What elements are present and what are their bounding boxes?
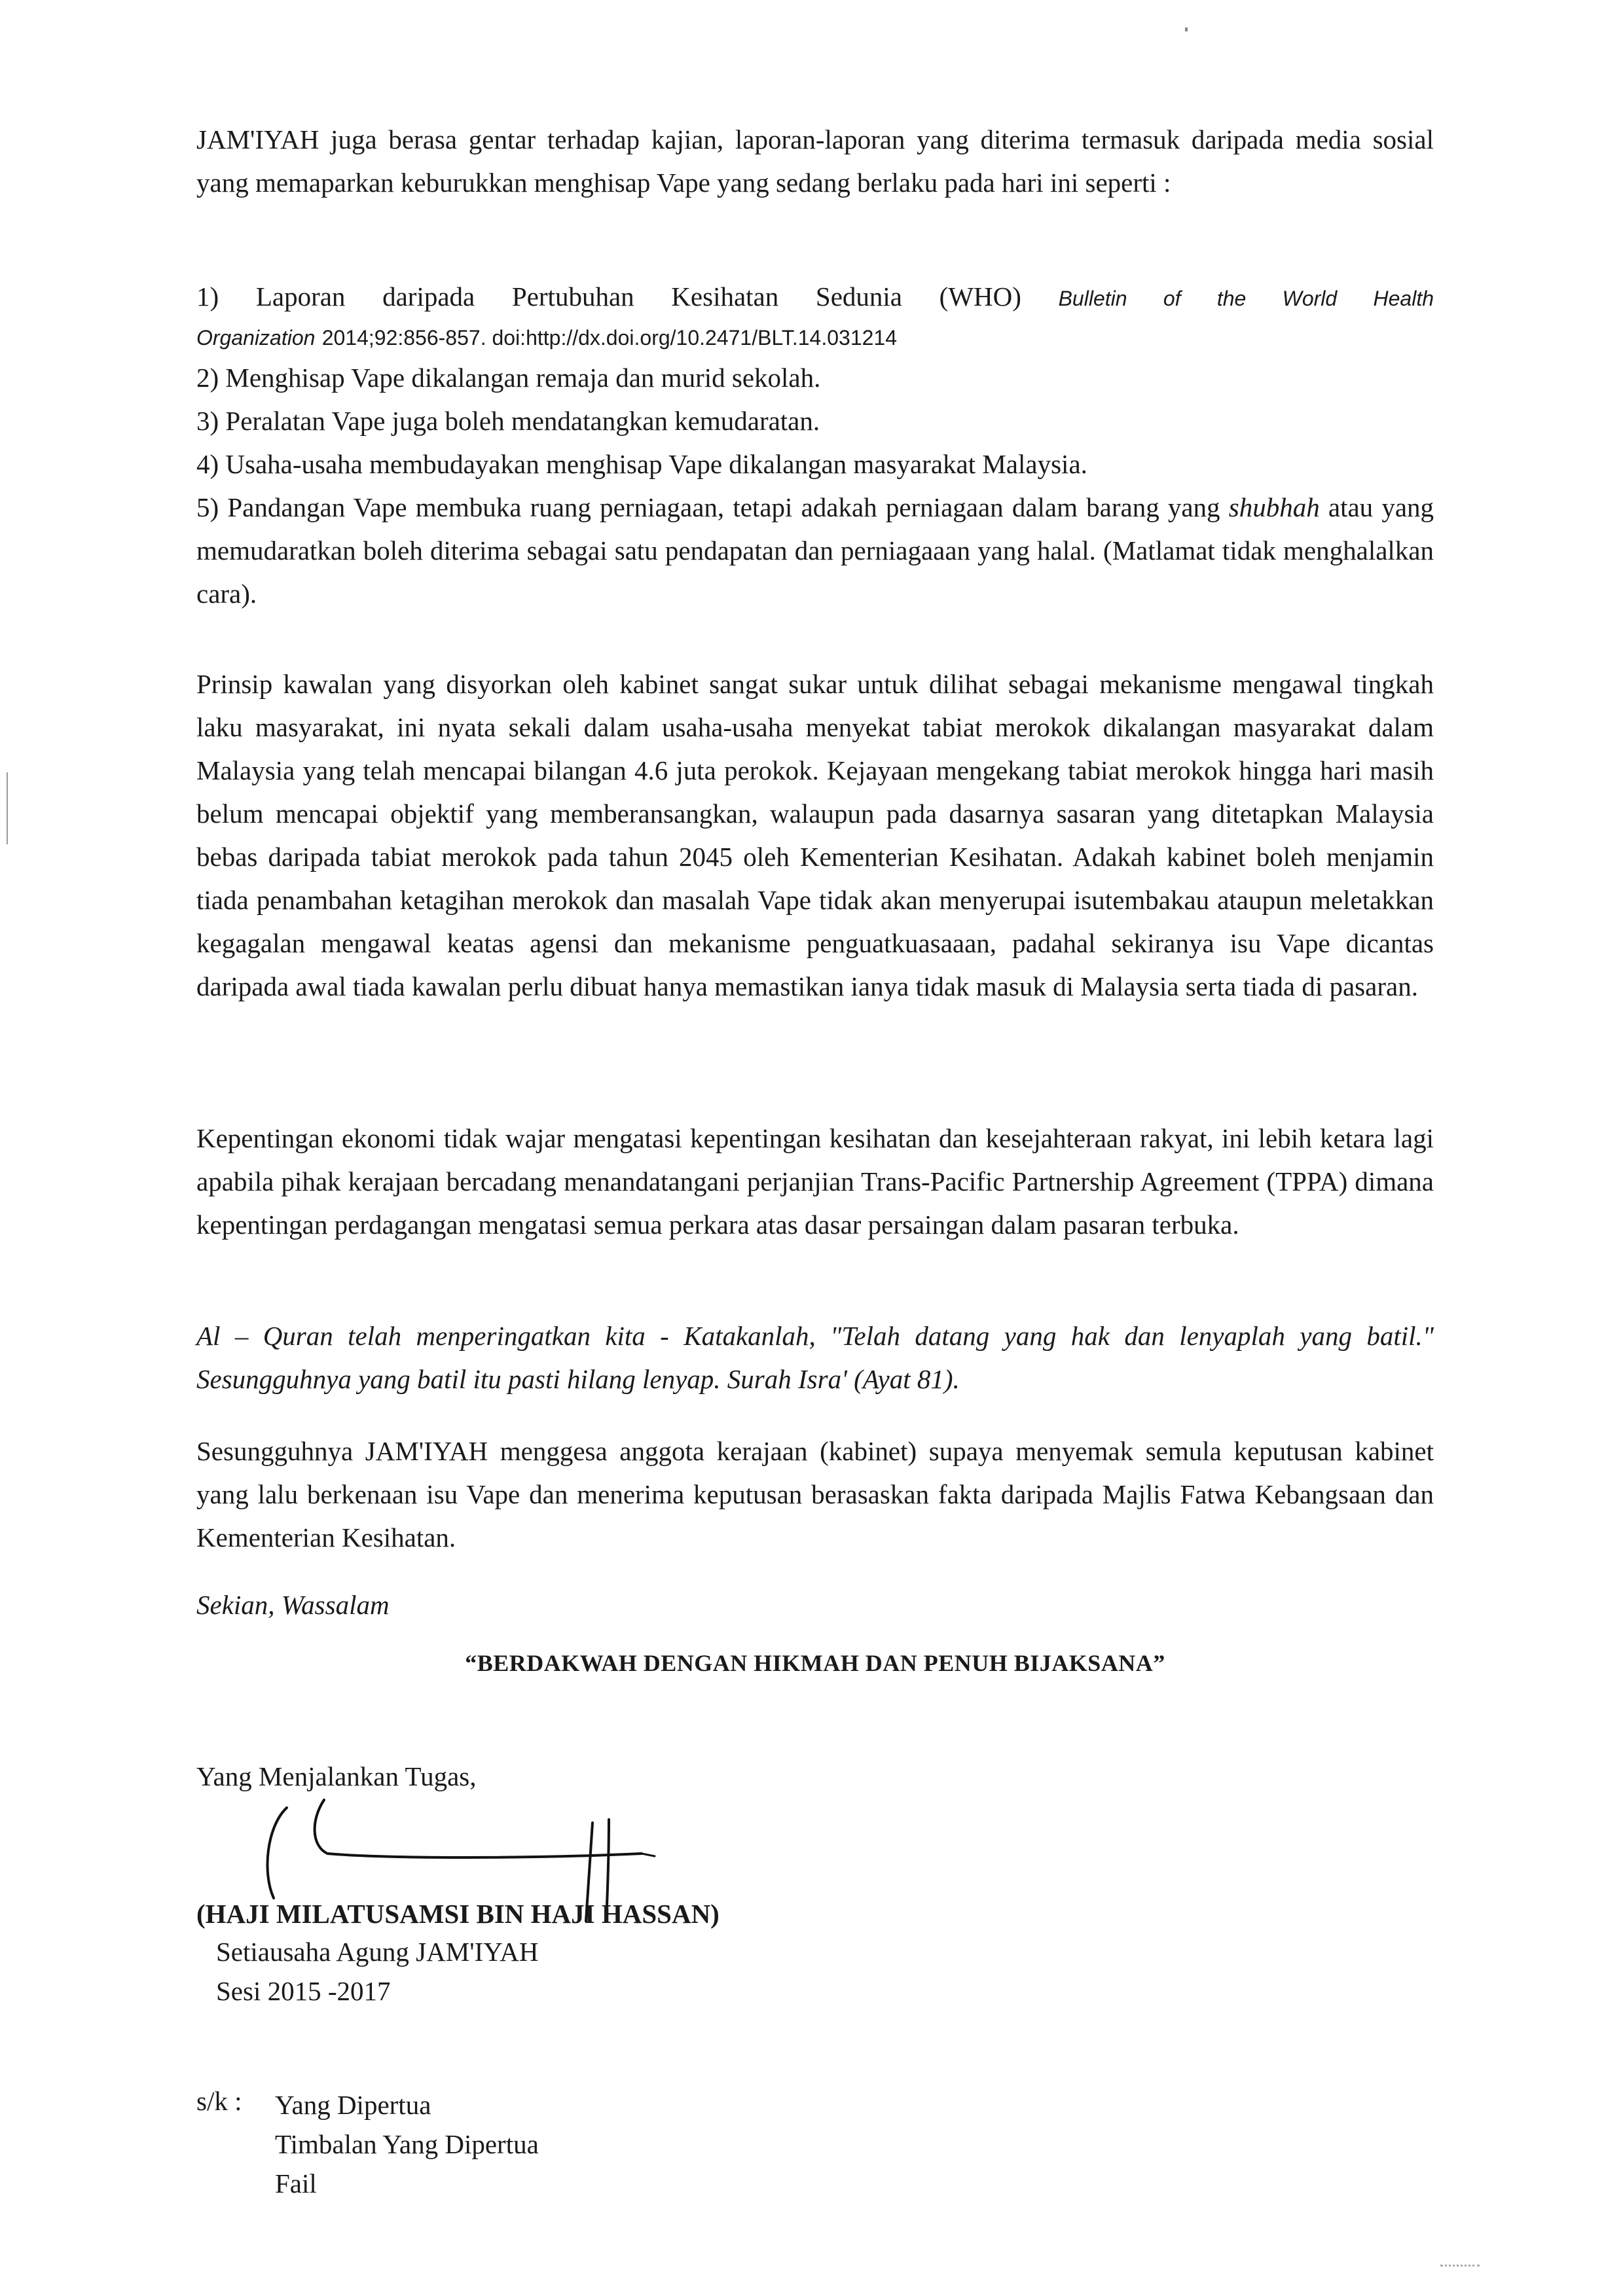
paragraph-prinsip: Prinsip kawalan yang disyorkan oleh kabinet sangat sukar untuk dilihat sebagai mekanisme mengawal tingkah laku masyarakat, ini nyata sekali dalam usaha-usaha menyekat tabiat merokok dikalangan masyarakat dalam Malaysia yang telah mencapai bilangan 4.6 juta perokok. Kejayaan mengekang tabiat merokok hingga hari masih belum mencapai objektif yang memberansangkan, walaupun pada dasarnya sasaran yang ditetapkan Malaysia bebas daripada tabiat merokok pada tahun 2045 oleh Kementerian Kesihatan. Adakah kabinet boleh menjamin tiada penambahan ketagihan merokok dan masalah Vape tidak akan menyerupai isutembakau ataupun meletakkan kegagalan mengawal keatas agensi dan mekanisme penguatkuasaaan, padahal sekiranya isu Vape dicantas daripada awal tiada kawalan perlu dibuat hanya memastikan ianya tidak masuk di Malaysia serta tiada di pasaran. bbox=[196, 669, 1434, 1001]
citation-reference: 2014;92:856-857. doi:http://dx.doi.org/10.2471/BLT.14.031214 bbox=[321, 326, 898, 350]
copy-to-label: s/k : bbox=[196, 2086, 242, 2116]
scan-speck bbox=[1440, 2265, 1480, 2269]
copy-to-item: Timbalan Yang Dipertua bbox=[275, 2129, 539, 2159]
signer-session: Sesi 2015 -2017 bbox=[216, 1976, 391, 2006]
list-item bbox=[196, 486, 1434, 615]
signer-name: (HAJI MILATUSAMSI BIN HAJI HASSAN) bbox=[196, 1899, 720, 1929]
list-item bbox=[196, 275, 1434, 356]
paragraph-ekonomi: Kepentingan ekonomi tidak wajar mengatasi kepentingan kesihatan dan kesejahteraan rakyat, ini lebih ketara lagi apabila pihak kerajaan bercadang menandatangani perjanjian Trans-Pacific Partnership Agreement (TPPA) dimana kepentingan perdagangan mengatasi semua perkara atas dasar persaingan dalam pasaran terbuka. bbox=[196, 1123, 1434, 1240]
list-item: 2) Menghisap Vape dikalangan remaja dan murid sekolah. bbox=[196, 363, 821, 393]
list-item-text: atau yang memudaratkan boleh diterima sebagai satu pendapatan dan perniagaaan yang halal. (Matlamat tidak menghalalkan cara). bbox=[196, 492, 1434, 609]
copy-to-item: Fail bbox=[275, 2168, 317, 2198]
citation-journal: Bulletin of the World Health bbox=[1058, 287, 1434, 310]
list-item-number: 1) bbox=[196, 281, 219, 312]
list-item: 3) Peralatan Vape juga boleh mendatangkan kemudaratan. bbox=[196, 406, 820, 436]
scan-speck bbox=[1185, 27, 1188, 31]
intro-paragraph: JAM'IYAH juga berasa gentar terhadap kajian, laporan-laporan yang diterima termasuk daripada media sosial yang memaparkan keburukkan menghisap Vape yang sedang berlaku pada hari ini seperti : bbox=[196, 124, 1434, 198]
paragraph-appeal: Sesungguhnya JAM'IYAH menggesa anggota kerajaan (kabinet) supaya menyemak semula keputusan kabinet yang lalu berkenaan isu Vape dan menerima keputusan berasaskan fakta daripada Majlis Fatwa Kebangsaan dan Kementerian Kesihatan. bbox=[196, 1436, 1434, 1552]
list-item-text: Laporan daripada Pertubuhan Kesihatan Sedunia (WHO) bbox=[255, 281, 1021, 312]
closing-salutation: Sekian, Wassalam bbox=[196, 1590, 390, 1620]
signature-label: Yang Menjalankan Tugas, bbox=[196, 1761, 477, 1791]
motto: “BERDAKWAH DENGAN HIKMAH DAN PENUH BIJAKSANA” bbox=[465, 1650, 1165, 1676]
list-item-text: 5) Pandangan Vape membuka ruang perniagaan, tetapi adakah perniagaan dalam barang yang bbox=[196, 492, 1220, 522]
list-item-italic-term: shubhah bbox=[1228, 492, 1320, 522]
scan-margin-mark bbox=[7, 772, 8, 844]
citation-journal-cont: Organization bbox=[196, 326, 316, 350]
paragraph-quran-quote: Al – Quran telah menperingatkan kita - Katakanlah, "Telah datang yang hak dan lenyaplah yang batil." Sesungguhnya yang batil itu pasti hilang lenyap. Surah Isra' (Ayat 81). bbox=[196, 1321, 1434, 1394]
concern-list bbox=[196, 275, 1434, 615]
copy-to-item: Yang Dipertua bbox=[275, 2090, 431, 2120]
list-item: 4) Usaha-usaha membudayakan menghisap Vape dikalangan masyarakat Malaysia. bbox=[196, 449, 1087, 479]
copy-to-list bbox=[275, 2085, 539, 2203]
signer-title: Setiausaha Agung JAM'IYAH bbox=[216, 1937, 539, 1967]
